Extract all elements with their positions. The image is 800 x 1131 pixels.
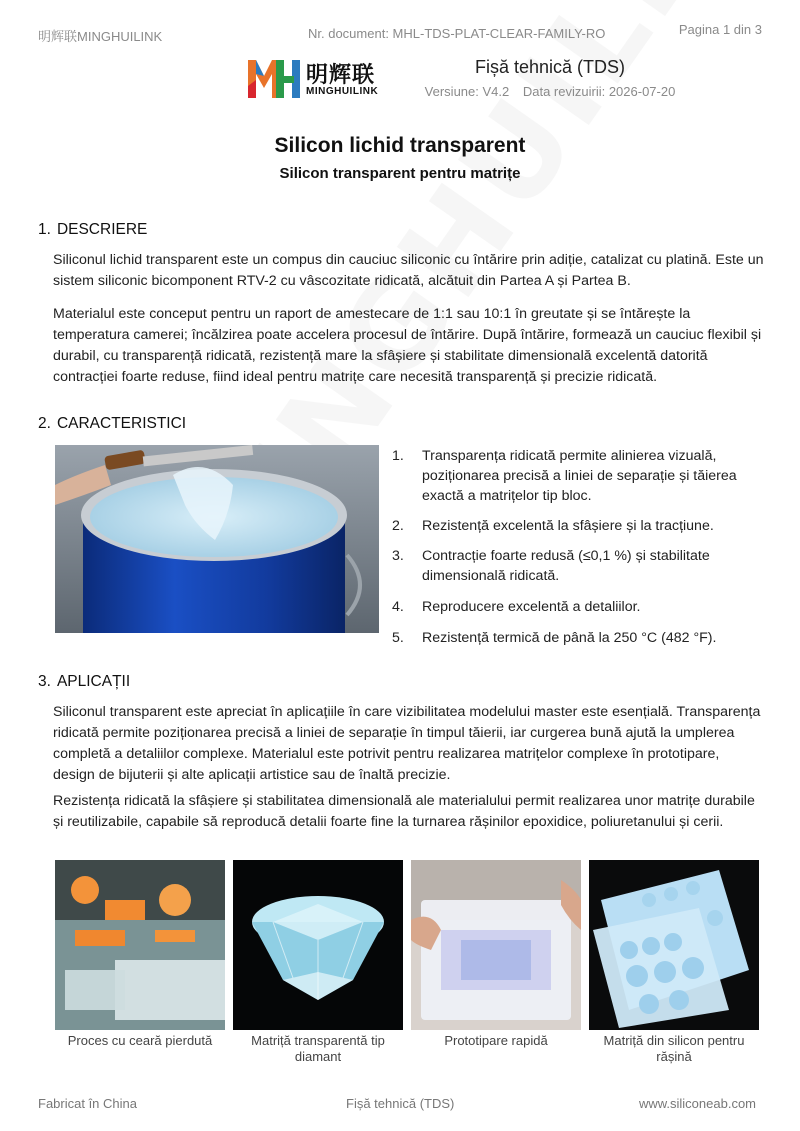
company-logo — [246, 56, 386, 100]
description-paragraph-2: Materialul este conceput pentru un raport de amestecare de 1:1 sau 10:1 în greutate și se întărește la temperatura camerei; încălzirea poate accelera procesul de întărire. După întărire, formează un cauciuc flexibil și durabil, cu transparență ridicată, rezistență mare la sfâșiere și stabilitate dimensională excelentă datorită contracției foarte reduse, fiind ideal pentru matrițe care necesită transparență și precizie ridicată. — [53, 306, 762, 385]
section-title: APLICAȚII — [56, 673, 131, 690]
rapid-prototyping-photo — [411, 860, 581, 1030]
document-number: Nr. document: MHL-TDS-PLAT-CLEAR-FAMILY-RO — [308, 26, 606, 41]
document-meta — [420, 84, 680, 99]
silicone-bucket-photo — [55, 445, 379, 633]
section-number: 3. — [38, 673, 51, 690]
list-item-text: Contracție foarte redusă (≤0,1 %) și stabilitate dimensională ridicată. — [422, 548, 710, 584]
list-item — [392, 446, 764, 506]
applications-paragraph-2: Rezistența ridicată la sfâșiere și stabilitatea dimensională ale materialului permit realizarea unor matrițe durabile și reutilizabile, capabile să reproducă detalii foarte fine la turnarea rășinilor epoxidice, poliuretanului și cerii. — [53, 793, 755, 830]
section-features-heading — [38, 415, 186, 433]
section-number: 2. — [38, 415, 51, 432]
list-item — [392, 628, 764, 648]
resin-mold-photo — [589, 860, 759, 1030]
revision-date: Data revizuirii: 2026-07-20 — [522, 84, 676, 99]
list-item-number: 4. — [392, 599, 404, 615]
document-info — [420, 57, 680, 99]
section-description-heading — [38, 221, 147, 239]
features-list — [392, 446, 764, 648]
gallery-caption: Matriță transparentă tip diamant — [251, 1033, 385, 1064]
product-subtitle: Silicon transparent pentru matrițe — [279, 165, 521, 182]
gallery-caption: Matriță din silicon pentru rășină — [603, 1033, 745, 1064]
list-item-number: 3. — [392, 548, 404, 564]
gallery-item — [55, 860, 225, 1049]
list-item-text: Rezistență excelentă la sfâșiere și la tracțiune. — [422, 518, 714, 534]
page-number: Pagina 1 din 3 — [678, 22, 762, 37]
description-paragraph-1: Siliconul lichid transparent este un compus din cauciuc siliconic cu întărire prin adiție, catalizat cu platină. Este un sistem siliconic bicomponent RTV-2 cu vâscozitate ridicată, alcătuit din Partea A și Partea B. — [53, 252, 764, 289]
list-item — [392, 546, 764, 586]
gallery-caption: Prototipare rapidă — [444, 1033, 548, 1048]
footer-website-link[interactable]: www.siliconeab.com — [638, 1096, 756, 1111]
list-item-number: 2. — [392, 518, 404, 534]
document-version: Versiune: V4.2 — [424, 84, 510, 99]
list-item — [392, 516, 764, 536]
section-applications-heading — [38, 673, 130, 691]
footer-origin: Fabricat în China — [38, 1096, 137, 1111]
header-brand: 明辉联MINGHUILINK — [38, 29, 163, 44]
list-item — [392, 597, 764, 617]
lost-wax-photo — [55, 860, 225, 1030]
logo-chinese-name: 明辉联 — [306, 63, 376, 88]
gallery-item — [233, 860, 403, 1065]
mh-logo-icon — [246, 56, 304, 100]
product-title: Silicon lichid transparent — [274, 134, 526, 157]
list-item-number: 5. — [392, 630, 404, 646]
diamond-mold-photo — [233, 860, 403, 1030]
applications-gallery — [55, 860, 759, 1066]
list-item-text: Reproducere excelentă a detaliilor. — [422, 599, 641, 615]
document-type-title: Fișă tehnică (TDS) — [474, 57, 626, 77]
list-item-number: 1. — [392, 448, 404, 464]
gallery-caption: Proces cu ceară pierdută — [67, 1033, 213, 1048]
applications-paragraph-1: Siliconul transparent este apreciat în aplicațiile în care vizibilitatea modelului master este esențială. Transparența ridicată permite poziționarea precisă a liniei de separație în timpul tăierii, iar curgerea bună ajută la umplerea completă a detaliilor complexe. Materialul este potrivit pentru realizarea matrițelor complexe în prototipare, design de bijuterii și alte aplicații artistice sau de înaltă precizie. — [53, 704, 761, 783]
section-number: 1. — [38, 221, 51, 238]
logo-english-name: MINGHUILINK — [306, 86, 379, 97]
footer-document-type: Fișă tehnică (TDS) — [346, 1096, 455, 1111]
section-title: DESCRIERE — [56, 221, 148, 238]
list-item-text: Rezistență termică de până la 250 °C (482 °F). — [422, 630, 717, 646]
gallery-item — [411, 860, 581, 1049]
list-item-text: Transparența ridicată permite alinierea vizuală, poziționarea precisă a liniei de separație și tăierea exactă a matrițelor tip bloc. — [422, 448, 737, 504]
page-header — [38, 24, 762, 44]
gallery-item — [589, 860, 759, 1065]
section-title: CARACTERISTICI — [56, 415, 187, 432]
